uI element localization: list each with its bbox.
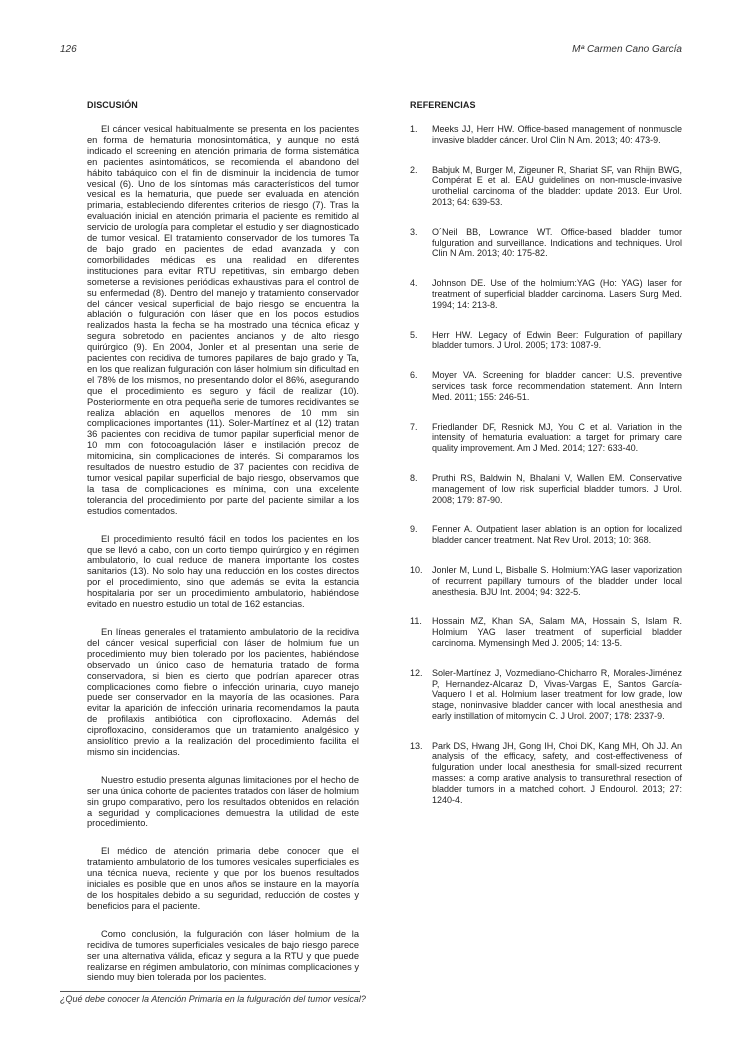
discussion-paragraph: Nuestro estudio presenta algunas limitaciones por el hecho de ser una única cohorte de pacientes tratados con láser de holmium sin grupo comparativo, pero los resultados obtenidos en relación a seguridad y complicaciones demuestra la utilidad de este procedimiento. — [87, 774, 359, 829]
reference-item — [410, 124, 682, 146]
reference-number: 5. — [410, 329, 418, 340]
reference-item — [410, 668, 682, 722]
discussion-paragraph: El cáncer vesical habitualmente se presenta en los pacientes en forma de hematuria monosintomática, y aunque no está indicado el screening en atención primaria de forma sistemática en pacientes asintomáticos, se recomienda el abandono del hábito tabáquico con el fin de disminuir la incidencia de tumor vesical (6). Uno de los síntomas más característicos del tumor vesical es la hematuria, que puede ser evaluada en atención primaria, estableciendo diferentes criterios de riesgo (7). Tras la evaluación inicial en atención primaria el paciente es remitido al servicio de urología para completar el estudio y ser diagnosticado de tumor vesical. El tratamiento conservador de los tumores Ta de bajo grado en pacientes de edad avanzada y con comorbilidades médicas es una realidad en diferentes instituciones para evitar RTU repetitivas, sin embargo deben someterse a revisiones periódicas exhaustivas para el control de su enfermedad (8). Dentro del manejo y tratamiento conservador del cáncer vesical superficial de bajo riesgo se encuentra la ablación o fulguración con láser que en los pocos estudios realizados hasta la fecha se ha mostrado una técnica eficaz y segura sobretodo en pacientes ancianos y de alto riesgo quirúrgico (9). En 2004, Jonler et al presentan una serie de pacientes con recidiva de tumores papilares de bajo grado y Ta, en los que realizan fulguración con láser holmium sin dificultad en el 78% de los mismos, no presentando dolor el 86%, asegurando que el procedimiento es seguro y fácil de realizar (10). Posteriormente en otra pequeña serie de tumores recidivantes se realiza ablación en aquellos menores de 10 mm sin complicaciones importantes (11). Soler-Martínez et al (12) tratan 36 pacientes con recidiva de tumor papilar superficial menor de 10 mm con fotocoagulación láser e instilación precoz de mitomicina, sin complicaciones de interés. Si comparamos los resultados de nuestro estudio de 37 pacientes con recidiva de tumor vesical papilar superficial de bajo riesgo, observamos que la tasa de complicaciones es mínima, con una excelente tolerancia del procedimiento por parte del paciente similar a los estudios comentados. — [87, 124, 359, 516]
reference-item — [410, 741, 682, 806]
reference-text: Soler-Martínez J, Vozmediano-Chicharro R, Morales-Jiménez P, Hernandez-Alcaraz D, Vivas-Vargas E, Santos García-Vaquero I et al. Holmium laser treatment for low grade, low stage, noninvasive bladder cancer with local anesthesia and early instillation of mitomycin C. J Urol. 2007; 178: 2337-9. — [432, 667, 682, 721]
reference-item — [410, 422, 682, 454]
reference-text: Park DS, Hwang JH, Gong IH, Choi DK, Kang MH, Oh JJ. An analysis of the efficacy, safety, and cost-effectiveness of fulguration under local anesthesia for small-sized recurrent masses: a comp arative analysis to transurethral resection of bladder tumors in a matched cohort. J Endourol. 2013; 27: 1240-4. — [432, 740, 682, 805]
discussion-paragraph: En líneas generales el tratamiento ambulatorio de la recidiva del cáncer vesical superficial con láser de holmium fue un procedimiento muy bien tolerado por los pacientes, habiéndose observado un único caso de hematuria tratado de forma conservadora, si bien es cierto que podrían aparecer otras complicaciones como fiebre o infección urinaria, cuyo manejo puede ser conservador en la mayoría de las ocasiones. Para evitar la aparición de infección urinaria recomendamos la pauta de profilaxis antibiótica con ciprofloxacino. Además del ciprofloxacino, consideramos que un tratamiento analgésico y ansiolítico previo a la realización del procedimiento facilita el mismo sin incidencias. — [87, 626, 359, 757]
reference-text: Johnson DE. Use of the holmium:YAG (Ho: YAG) laser for treatment of superficial bladder carcinoma. Lasers Surg Med. 1994; 14: 213-8. — [432, 278, 682, 310]
references-heading: REFERENCIAS — [410, 100, 476, 110]
running-header-author: Mª Carmen Cano García — [572, 44, 682, 55]
reference-text: Meeks JJ, Herr HW. Office-based management of nonmuscle invasive bladder cáncer. Urol Clin N Am. 2013; 40: 473-9. — [432, 124, 682, 145]
reference-number: 10. — [410, 564, 423, 575]
reference-item — [410, 330, 682, 352]
reference-number: 3. — [410, 226, 418, 237]
reference-number: 2. — [410, 164, 418, 175]
discussion-paragraph: El médico de atención primaria debe conocer que el tratamiento ambulatorio de los tumores vesicales superficiales es una técnica nueva, reciente y que por los buenos resultados iniciales es posible que en unos años se instaure en la mayoría de los hospitales debido a su seguridad, reducción de costes y beneficios para el paciente. — [87, 846, 359, 911]
reference-item — [410, 616, 682, 648]
reference-item — [410, 565, 682, 597]
reference-text: Fenner A. Outpatient laser ablation is an option for localized bladder cancer treatment. Nat Rev Urol. 2013; 10: 368. — [432, 524, 682, 546]
reference-number: 11. — [410, 616, 422, 627]
reference-text: O´Neil BB, Lowrance WT. Office-based bladder tumor fulguration and surveillance. Indications and techniques. Urol Clin N Am. 2013; 40: 175-82. — [432, 226, 682, 259]
reference-number: 12. — [410, 667, 423, 678]
reference-text: Pruthi RS, Baldwin N, Bhalani V, Wallen EM. Conservative management of low risk superficial bladder tumors. J Urol. 2008; 179: 87-90. — [432, 472, 682, 505]
reference-number: 1. — [410, 124, 418, 134]
reference-item — [410, 165, 682, 208]
reference-item — [410, 278, 682, 310]
page-number: 126 — [60, 44, 77, 55]
footer-divider — [60, 991, 360, 992]
reference-text: Moyer VA. Screening for bladder cancer: U.S. preventive services task force recommendation statement. Ann Intern Med. 2011; 155: 246-51. — [432, 370, 682, 402]
reference-list — [410, 124, 682, 805]
running-footer-title: ¿Qué debe conocer la Atención Primaria en la fulguración del tumor vesical? — [60, 994, 366, 1004]
reference-item — [410, 524, 682, 546]
discussion-heading: DISCUSIÓN — [87, 100, 138, 110]
reference-item — [410, 370, 682, 402]
reference-text: Jonler M, Lund L, Bisballe S. Holmium:YAG laser vaporization of recurrent papillary tumours of the bladder under local anesthesia. BJU Int. 2004; 94: 322-5. — [432, 564, 682, 597]
reference-number: 8. — [410, 472, 418, 483]
reference-number: 6. — [410, 370, 418, 381]
reference-text: Herr HW. Legacy of Edwin Beer: Fulguration of papillary bladder tumors. J Urol. 2005; 173: 1087-9. — [432, 329, 682, 351]
reference-item — [410, 227, 682, 259]
discussion-section — [87, 100, 359, 1000]
references-section — [410, 100, 682, 824]
reference-text: Friedlander DF, Resnick MJ, You C et al. Variation in the intensity of hematuria evaluation: a target for primary care quality improvement. Am J Med. 2014; 127: 633-40. — [432, 421, 682, 454]
reference-number: 9. — [410, 524, 418, 535]
discussion-paragraph: Como conclusión, la fulguración con láser holmium de la recidiva de tumores superficiales vesicales de bajo riesgo parece ser una alternativa válida, eficaz y segura a la RTU y que puede realizarse en régimen ambulatorio, con mínimas complicaciones y siendo muy bien tolerada por los pacientes. — [87, 928, 359, 983]
discussion-paragraph: El procedimiento resultó fácil en todos los pacientes en los que se llevó a cabo, con un corto tiempo quirúrgico y en régimen ambulatorio, lo cual reduce de manera importante los costes sanitarios (13). No solo hay una reducción en los costes directos por el procedimiento, sino que además se evita la estancia hospitalaria por ser un procedimiento ambulatorio, habiéndose evitado en nuestro estudio un total de 162 estancias. — [87, 533, 359, 610]
reference-item — [410, 473, 682, 505]
reference-number: 4. — [410, 278, 418, 289]
reference-number: 7. — [410, 421, 418, 432]
reference-number: 13. — [410, 740, 423, 751]
reference-text: Hossain MZ, Khan SA, Salam MA, Hossain S, Islam R. Holmium YAG laser treatment of superficial bladder carcinoma. Mymensingh Med J. 2005; 14: 13-5. — [432, 616, 682, 648]
reference-text: Babjuk M, Burger M, Zigeuner R, Shariat SF, van Rhijn BWG, Compérat E et al. EAU guidelines on non-muscle-invasive urothelial carcinoma of the bladder: update 2013. Eur Urol. 2013; 64: 639-53. — [432, 164, 682, 207]
